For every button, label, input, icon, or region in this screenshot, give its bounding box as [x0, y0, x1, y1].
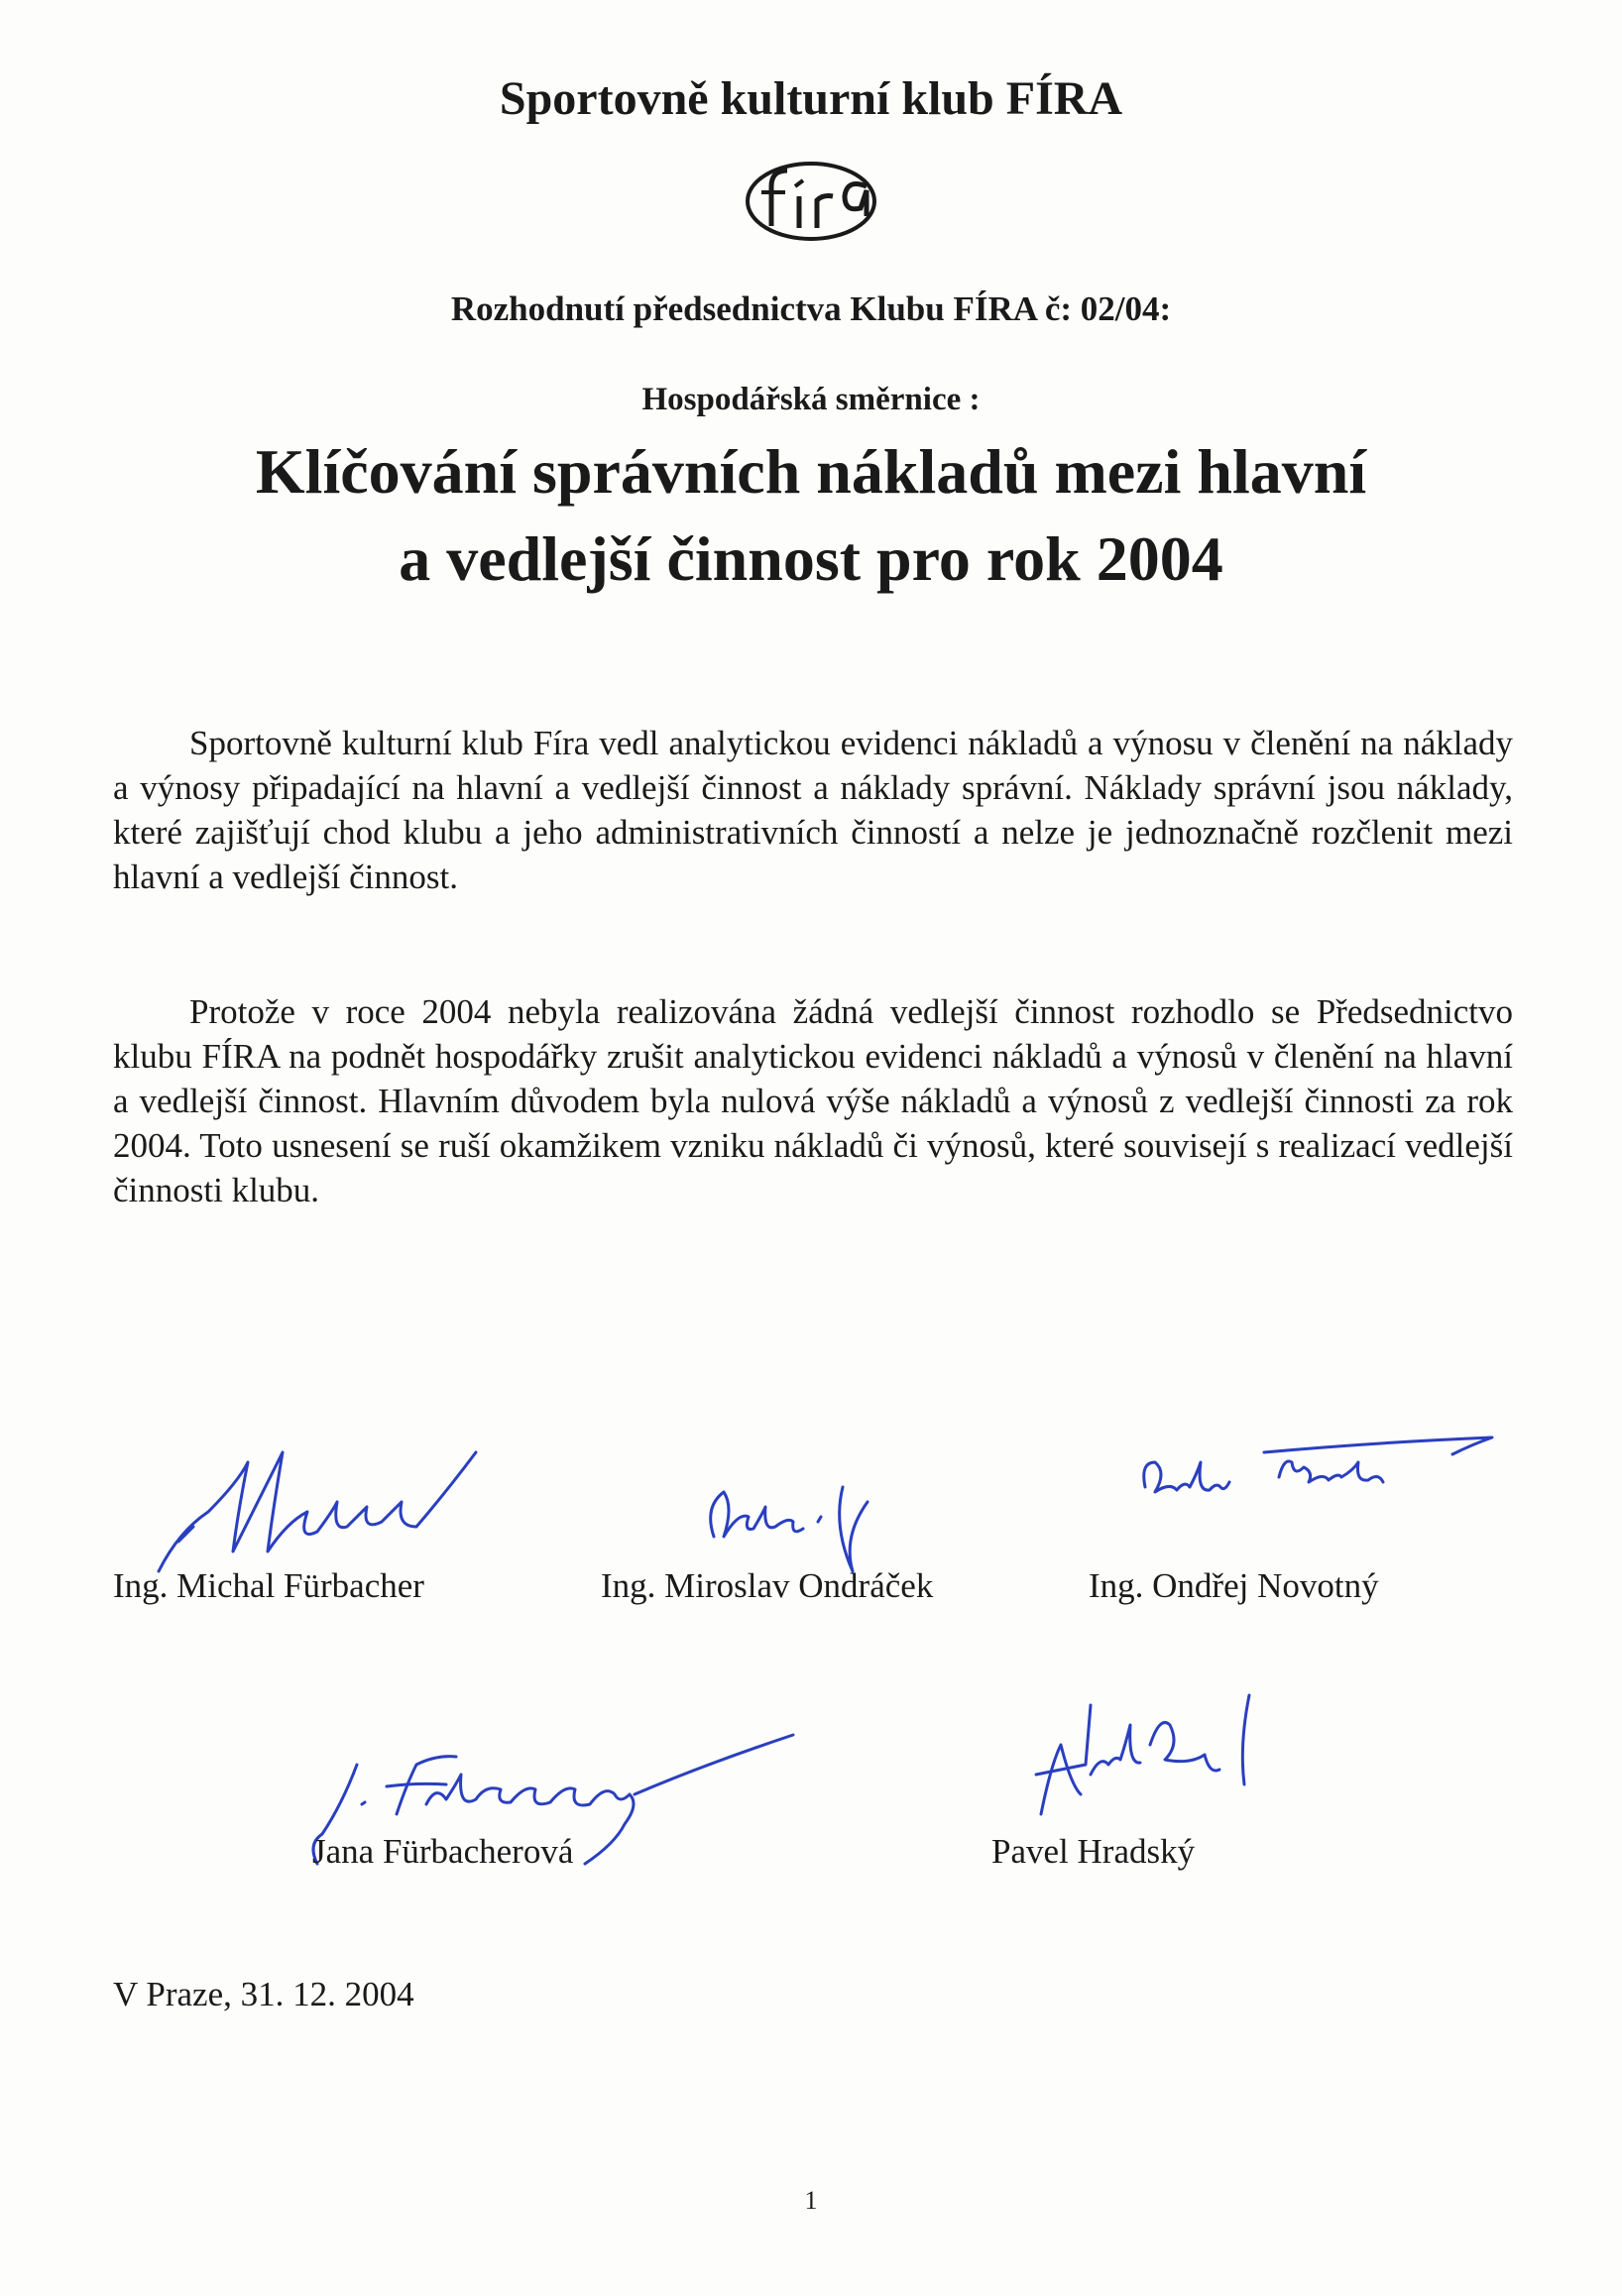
- signature-pavel-hradsky: [1031, 1685, 1269, 1824]
- club-logo: [742, 157, 880, 246]
- signature-miroslav-ondracek: [694, 1467, 892, 1581]
- signature-ondrej-novotny: [1135, 1433, 1502, 1532]
- signature-michal-furbacher: [149, 1433, 486, 1581]
- paragraph-1: Sportovně kulturní klub Fíra vedl analytickou evidenci nákladů a výnosu v členění na náklady a výnosy připadající na hlavní a vedlejší činnost a náklady správní. Náklady správní jsou náklady, které zajišťují chod klubu a jeho administrativních činností a nelze je jednoznačně rozčlenit mezi hlavní a vedlejší činnost.: [113, 724, 1513, 896]
- signatory-name-4: Jana Fürbacherová: [312, 1832, 574, 1871]
- decision-number: Rozhodnutí předsednictva Klubu FÍRA č: 02/04:: [450, 289, 1172, 328]
- document-type: Hospodářská směrnice :: [641, 382, 981, 417]
- paragraph-2: Protože v roce 2004 nebyla realizována žádná vedlejší činnost rozhodlo se Předsednictvo klubu FÍRA na podnět hospodářky zrušit analytickou evidenci nákladů a výnosů v členění na hlavní a vedlejší činnost. Hlavním důvodem byla nulová výše nákladů a výnosů z vedlejší činnosti za rok 2004. Toto usnesení se ruší okamžikem vzniku nákladů či výnosů, které souvisejí s realizací vedlejší činnosti klubu.: [113, 992, 1513, 1209]
- signatory-name-3: Ing. Ondřej Novotný: [1089, 1566, 1379, 1605]
- title-line-1: Klíčování správních nákladů mezi hlavní: [255, 436, 1367, 507]
- title-line-2: a vedlejší činnost pro rok 2004: [399, 523, 1223, 594]
- place-and-date: V Praze, 31. 12. 2004: [113, 1975, 414, 2013]
- signatory-name-2: Ing. Miroslav Ondráček: [601, 1566, 934, 1605]
- page-number: 1: [804, 2186, 818, 2215]
- club-name: Sportovně kulturní klub FÍRA: [499, 72, 1123, 125]
- signatory-name-5: Pavel Hradský: [991, 1832, 1196, 1871]
- signatory-name-1: Ing. Michal Fürbacher: [113, 1566, 424, 1605]
- document-title: [0, 428, 1622, 603]
